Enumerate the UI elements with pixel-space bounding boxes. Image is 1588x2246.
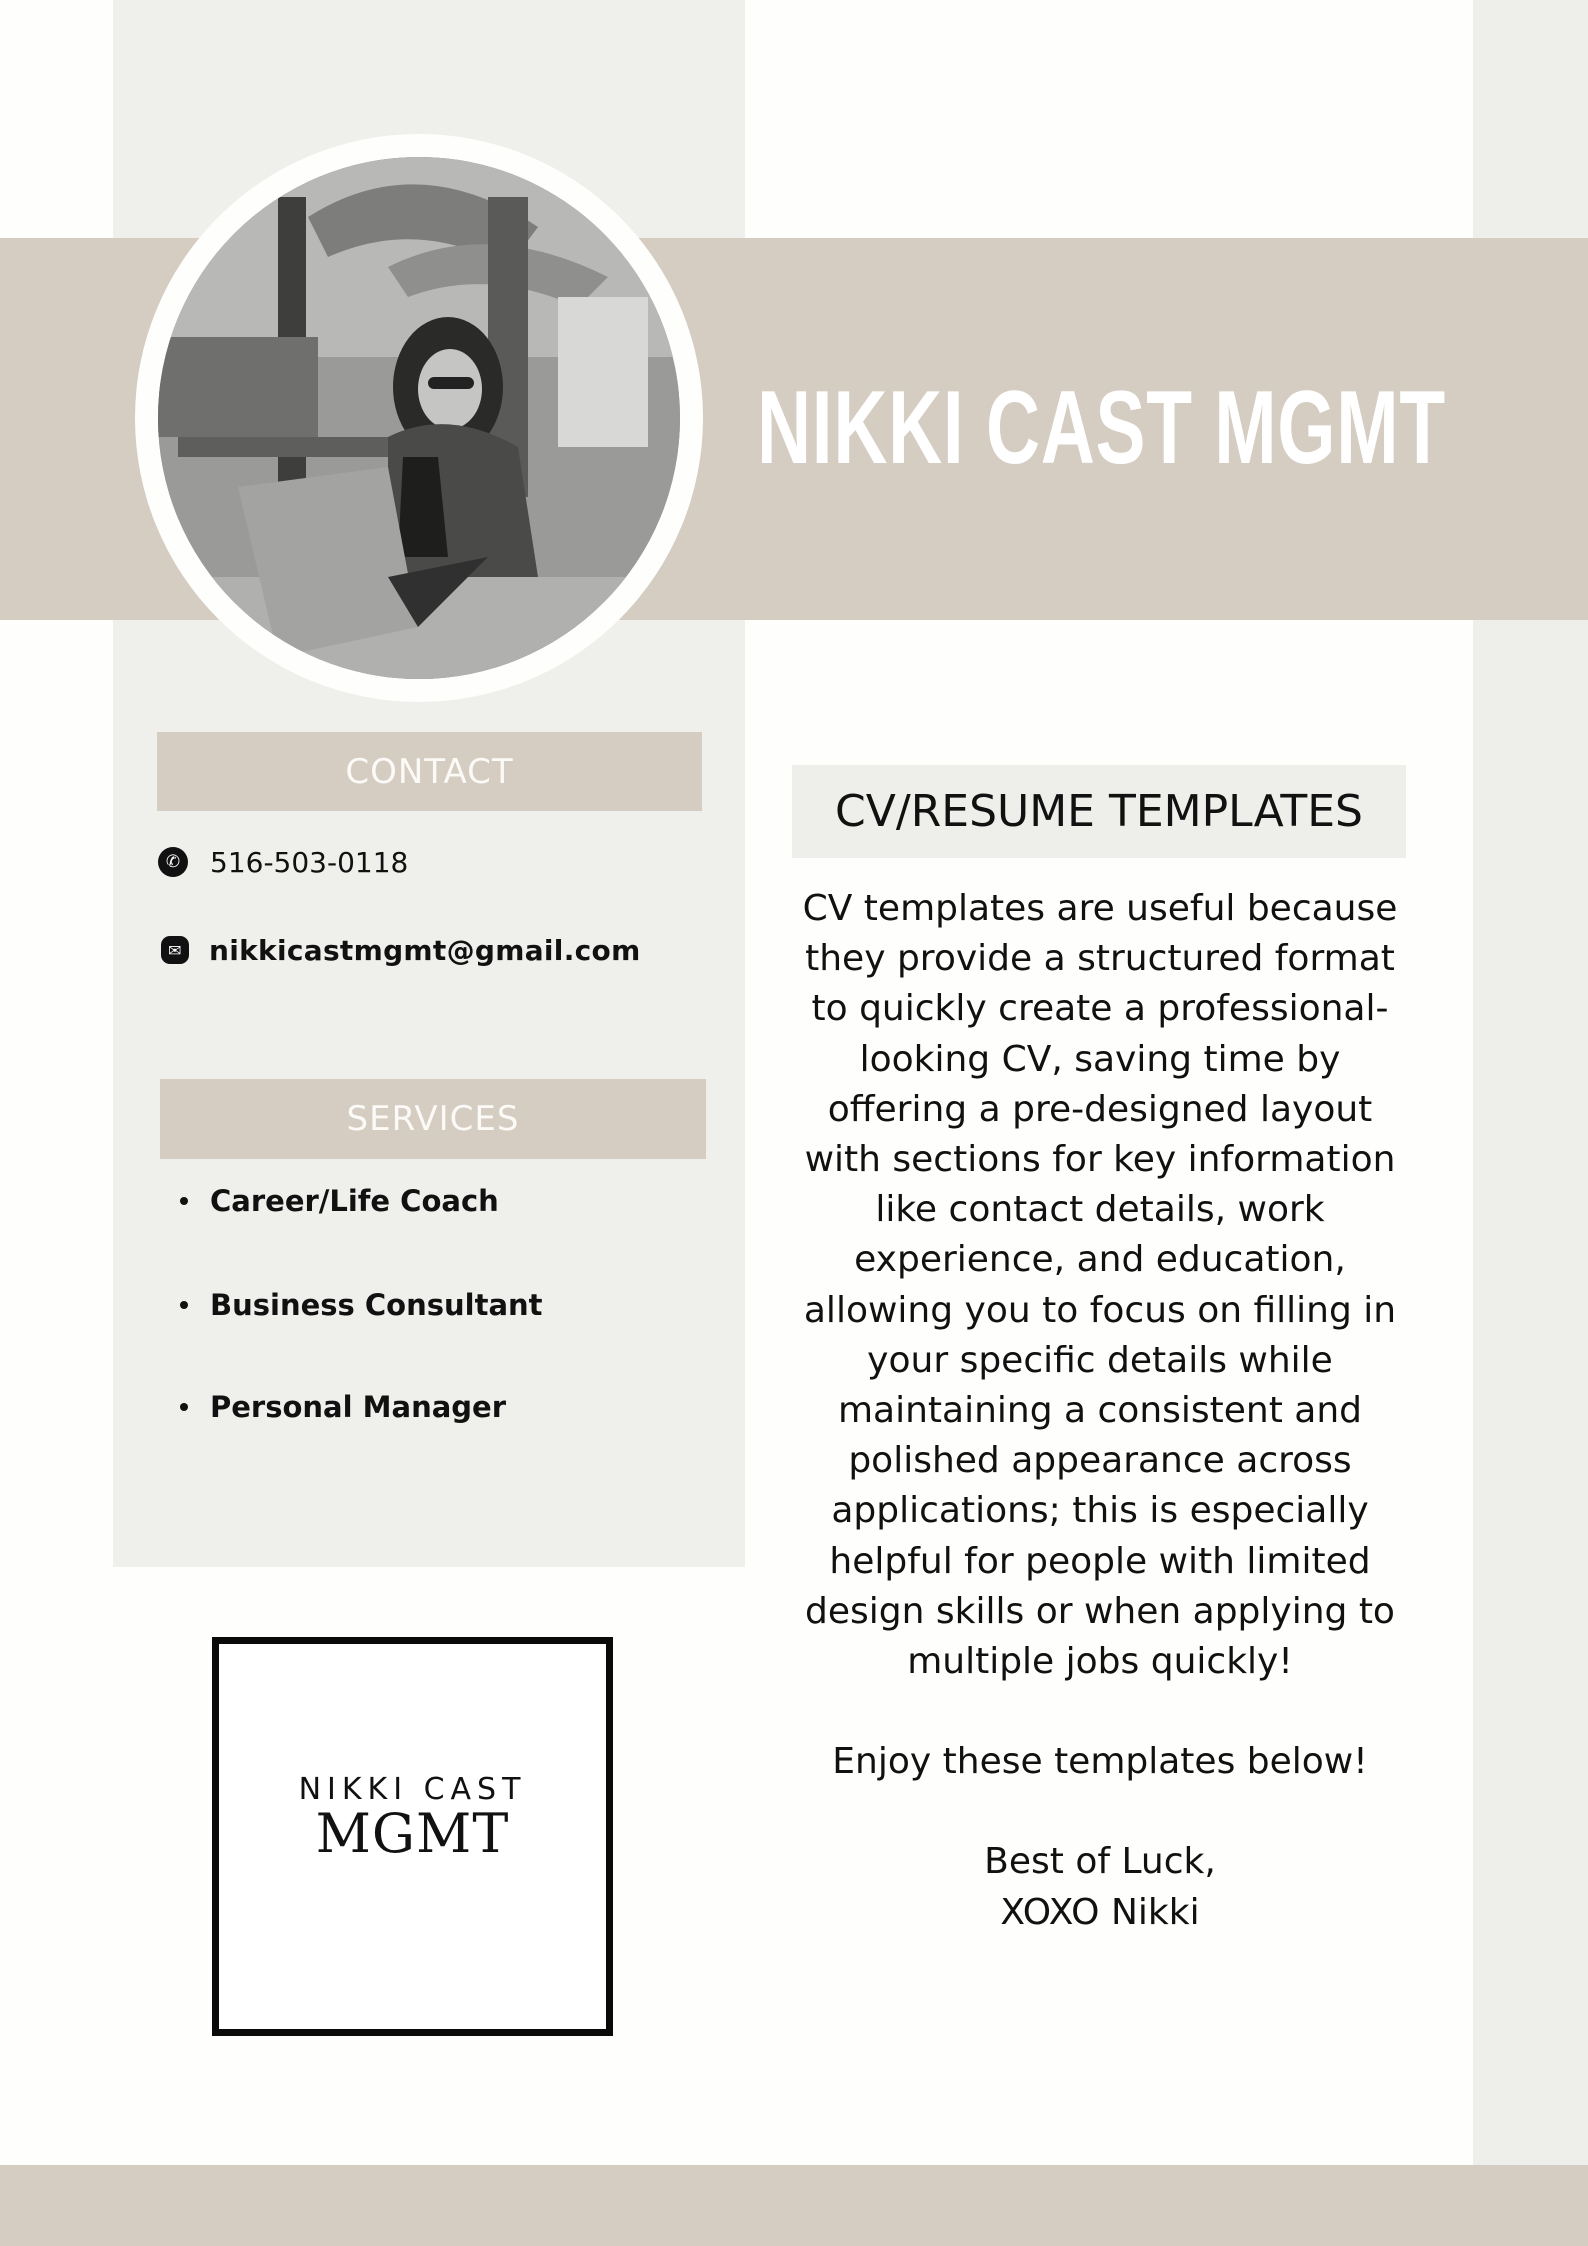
spacer xyxy=(800,1687,1400,1737)
cv-description xyxy=(800,884,1400,1938)
cv-signoff-2: XOXO Nikki xyxy=(1000,1891,1200,1933)
profile-photo xyxy=(158,157,680,679)
email-row xyxy=(158,930,641,970)
cv-body-text: CV templates are useful because they provide a structured format to quickly create a professional-looking CV, saving time by offering a pre-designed layout with sections for key information like contact details, work experience, and education, allowing you to focus on filling in your specific details while maintaining a consistent and polished appearance across applications; this is especially helpful for people with limited design skills or when applying to multiple jobs quickly! xyxy=(802,888,1398,1683)
service-item xyxy=(180,1181,499,1221)
service-label: Career/Life Coach xyxy=(210,1184,499,1218)
bullet-icon xyxy=(180,1197,188,1205)
logo-line-2: MGMT xyxy=(315,1802,510,1865)
phone-icon: ✆ xyxy=(158,847,188,877)
bullet-icon xyxy=(180,1403,188,1411)
logo-line-1: NIKKI CAST xyxy=(298,1772,527,1807)
contact-heading: CONTACT xyxy=(157,732,702,811)
phone-row xyxy=(158,842,408,882)
email-address[interactable]: nikkicastmgmt@gmail.com xyxy=(209,933,641,967)
mail-icon: ✉ xyxy=(161,936,189,964)
service-label: Personal Manager xyxy=(210,1390,507,1424)
service-label: Business Consultant xyxy=(210,1288,543,1322)
footer-band xyxy=(0,2165,1588,2246)
cv-heading: CV/RESUME TEMPLATES xyxy=(792,765,1406,858)
service-item xyxy=(180,1387,506,1427)
cv-enjoy-text: Enjoy these templates below! xyxy=(832,1741,1368,1783)
service-item xyxy=(180,1285,543,1325)
brand-title: NIKKI CAST MGMT xyxy=(757,370,1446,486)
spacer xyxy=(800,1787,1400,1837)
cv-signoff-1: Best of Luck, xyxy=(984,1841,1216,1883)
services-heading: SERVICES xyxy=(160,1079,706,1159)
bullet-icon xyxy=(180,1301,188,1309)
photo-illustration xyxy=(158,157,680,679)
brand-logo xyxy=(212,1637,613,2036)
phone-number[interactable]: 516-503-0118 xyxy=(210,845,409,879)
